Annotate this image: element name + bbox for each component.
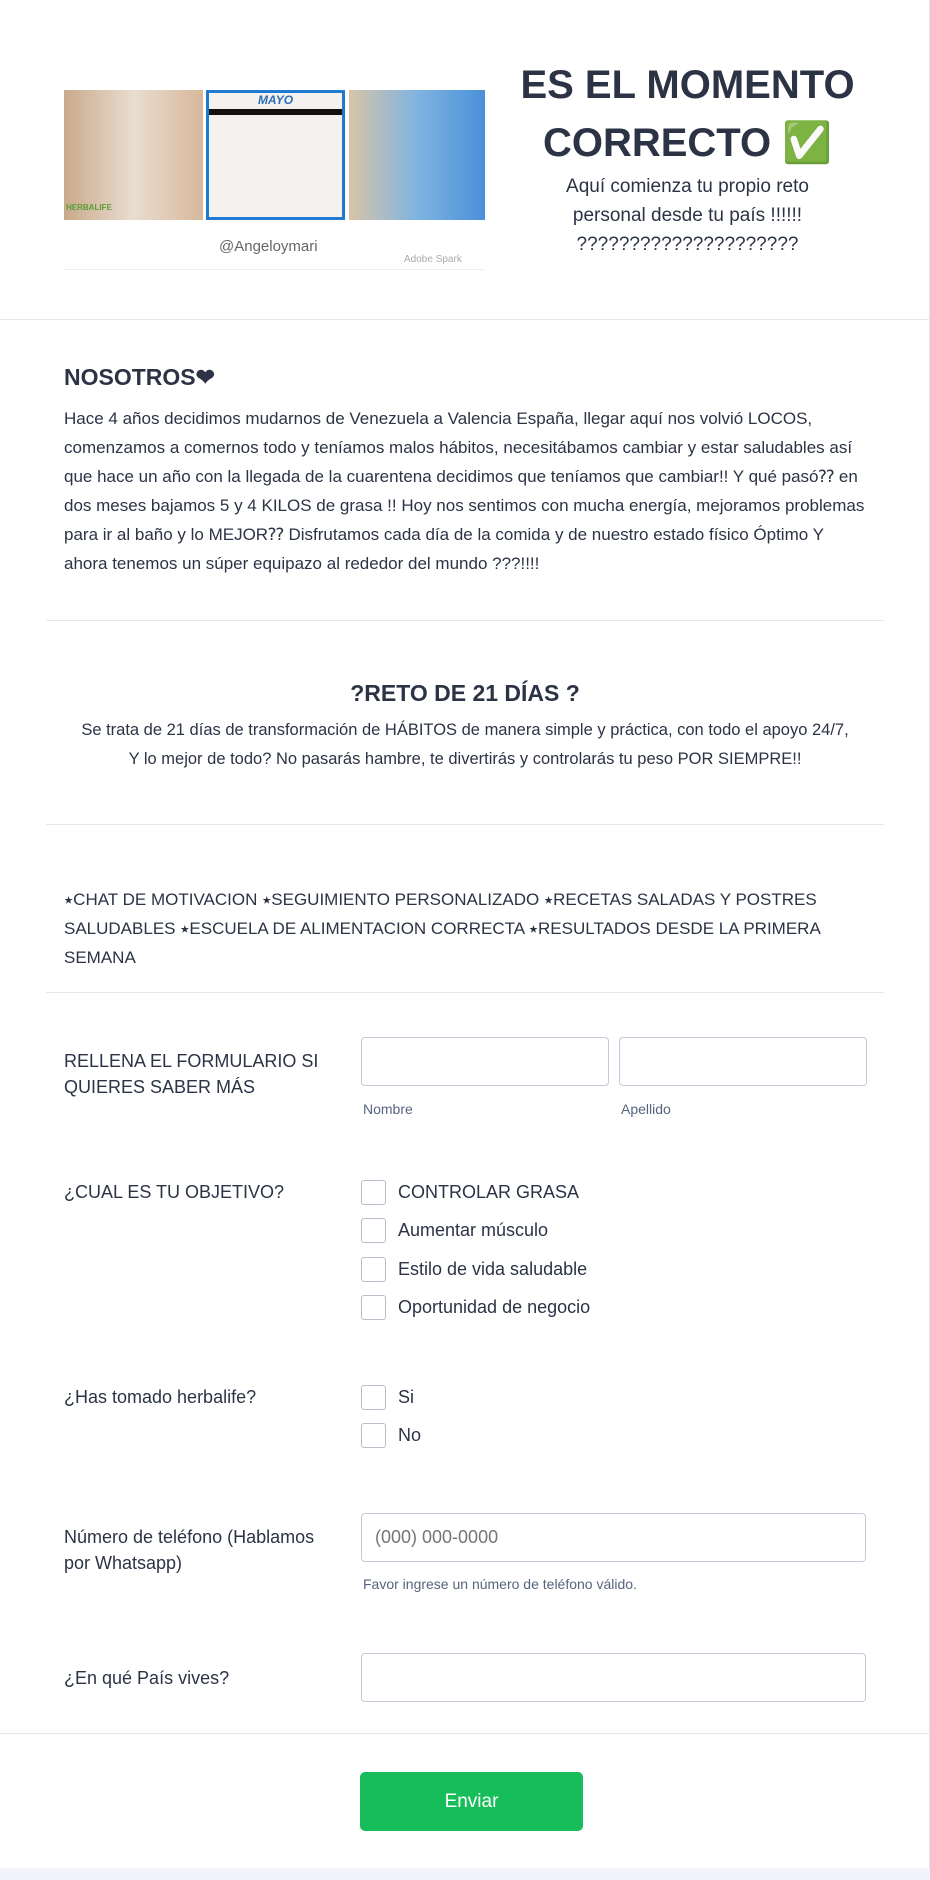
name-label: RELLENA EL FORMULARIO SI QUIERES SABER MÁS: [64, 1051, 319, 1097]
country-label: ¿En qué País vives?: [64, 1668, 230, 1688]
hero-image: [64, 90, 485, 270]
herbalife-label: ¿Has tomado herbalife?: [64, 1387, 257, 1407]
challenge-heading: ?RETO DE 21 DÍAS ?: [350, 680, 580, 706]
goal-option-label[interactable]: Aumentar músculo: [398, 1220, 549, 1240]
goal-checkbox-0[interactable]: [361, 1180, 386, 1205]
goal-label: ¿CUAL ES TU OBJETIVO?: [64, 1182, 285, 1202]
goal-checkbox-1[interactable]: [361, 1218, 386, 1243]
about-heading: NOSOTROS❤: [64, 364, 215, 390]
herbalife-logo: HERBALIFE: [66, 203, 112, 212]
before-after-photo: [64, 90, 203, 220]
last-name-input[interactable]: [619, 1037, 867, 1086]
goal-checkbox-3[interactable]: [361, 1295, 386, 1320]
page-subtitle: Aquí comienza tu propio reto personal desde tu país !!!!!! ?????????????????????: [566, 176, 809, 255]
divider: [46, 620, 884, 621]
challenge-text: Se trata de 21 días de transformación de HÁBITOS de manera simple y práctica, con todo el apoyo 24/7, Y lo mejor de todo? No pasarás hambre, te divertirás y controlarás tu peso POR SIEMPRE!!: [81, 721, 849, 768]
about-text: Hace 4 años decidimos mudarnos de Venezuela a Valencia España, llegar aquí nos volvió LOCOS, comenzamos a comernos todo y teníamos malos hábitos, necesitábamos cambiar y estar saludables así que hace un año con la llegada de la cuarentena decidimos que teníamos que cambiar!! Y qué pasó⁇ en dos meses bajamos 5 y 4 KILOS de grasa !! Hoy nos sentimos con mucha energía, mejoramos problemas para ir al baño y lo MEJOR⁇ Disfrutamos cada día de la comida y de nuestro estado físico Óptimo Y ahora tenemos un súper equipazo al rededor del mundo ???!!!!: [64, 409, 865, 573]
herbalife-option-label[interactable]: No: [398, 1425, 422, 1445]
submit-button[interactable]: Enviar: [360, 1772, 583, 1831]
page-title: ES EL MOMENTO CORRECTO ✅: [520, 63, 855, 165]
goal-checkbox-2[interactable]: [361, 1257, 386, 1282]
features-text: ⭑CHAT DE MOTIVACION ⭑SEGUIMIENTO PERSONALIZADO ⭑RECETAS SALADAS Y POSTRES SALUDABLES ⭑ESCUELA DE ALIMENTACION CORRECTA ⭑RESULTADOS DESDE LA PRIMERA SEMANA: [64, 890, 820, 967]
phone-label: Número de teléfono (Hablamos por Whatsapp): [64, 1527, 315, 1573]
first-name-input[interactable]: [361, 1037, 609, 1086]
herbalife-checkbox-no[interactable]: [361, 1423, 386, 1448]
goal-option-label[interactable]: CONTROLAR GRASA: [398, 1182, 580, 1202]
goal-option-label[interactable]: Oportunidad de negocio: [398, 1297, 591, 1317]
divider: [0, 1733, 930, 1734]
phone-hint: Favor ingrese un número de teléfono válido.: [363, 1576, 637, 1592]
first-name-sublabel: Nombre: [363, 1101, 413, 1117]
image-caption: @Angeloymari: [219, 238, 318, 255]
adobe-spark-watermark: Adobe Spark: [404, 254, 462, 265]
mayo-photo: [206, 90, 345, 220]
beach-photo: [349, 90, 485, 220]
herbalife-option-label[interactable]: Si: [398, 1387, 415, 1407]
last-name-sublabel: Apellido: [621, 1101, 671, 1117]
divider: [46, 992, 884, 993]
herbalife-checkbox-si[interactable]: [361, 1385, 386, 1410]
divider: [0, 319, 930, 320]
image-badge: MAYO: [257, 93, 294, 107]
goal-option-label[interactable]: Estilo de vida saludable: [398, 1259, 588, 1279]
country-input[interactable]: [361, 1653, 866, 1702]
divider: [46, 824, 884, 825]
phone-input[interactable]: [361, 1513, 866, 1562]
